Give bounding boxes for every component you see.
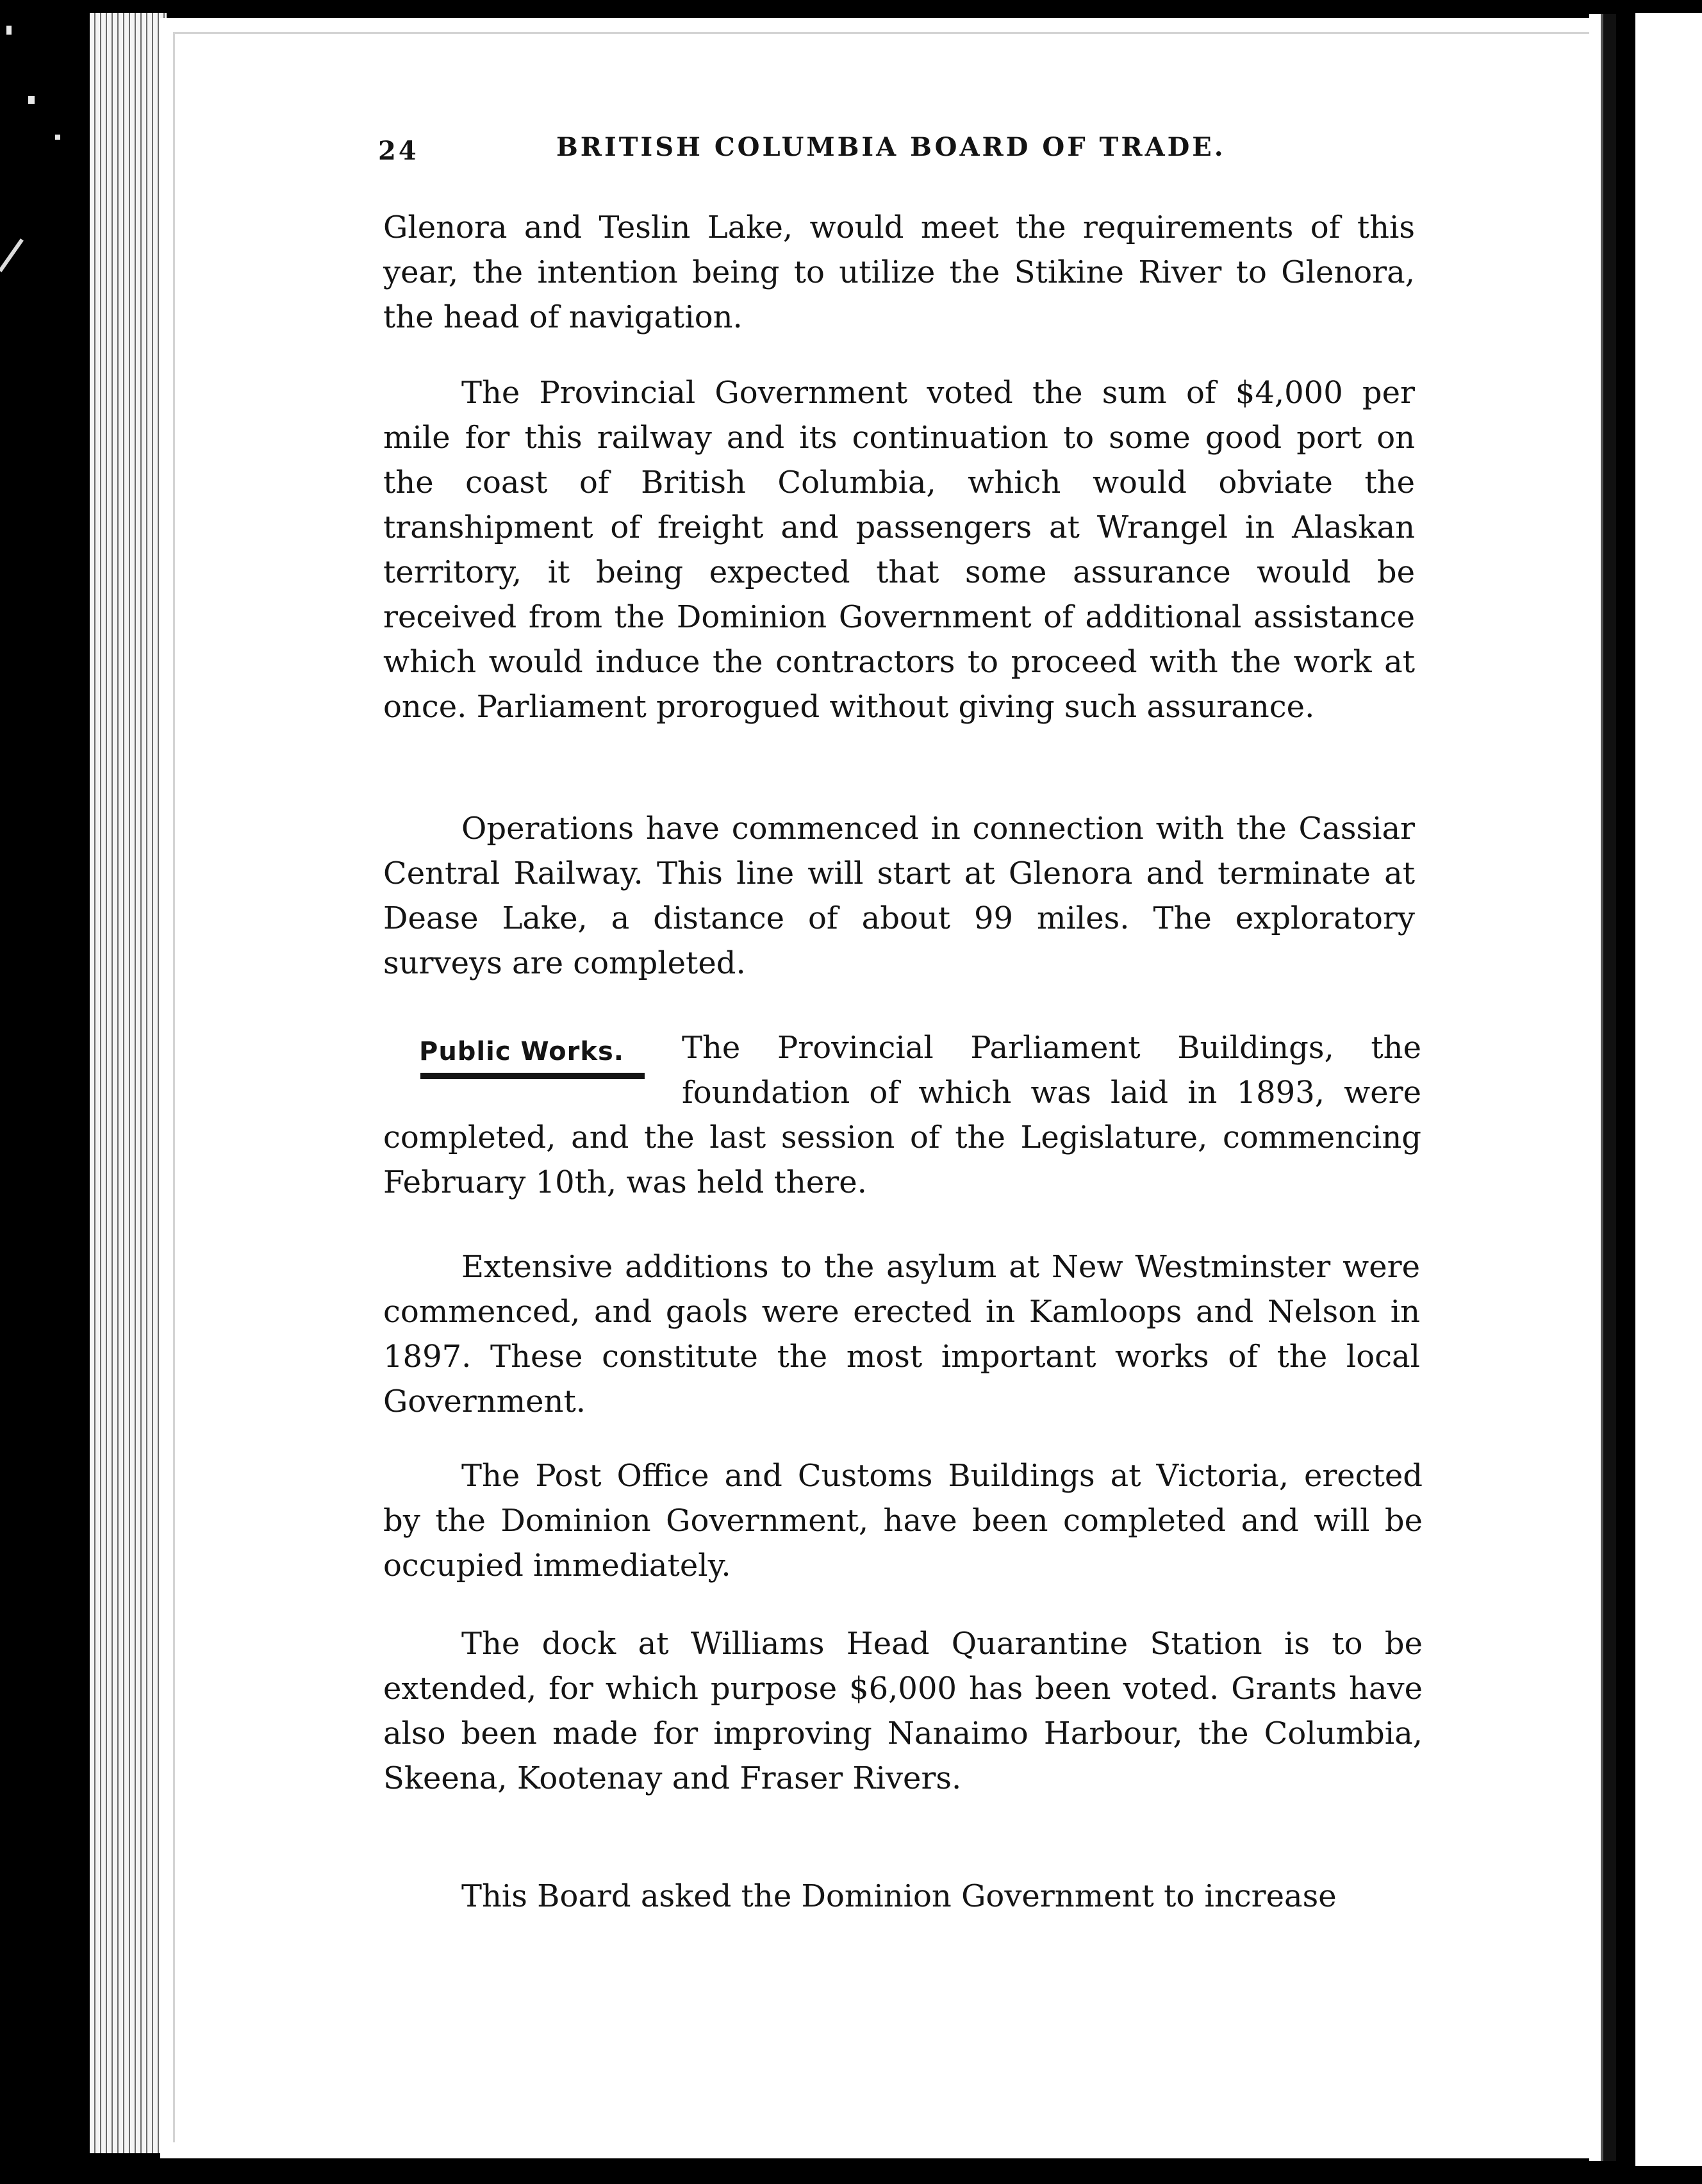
paragraph-cassiar-railway: Operations have commenced in connection with the Cassiar Central Railway. This line will start at Glenora and terminate at Dease Lake, a distance of about 99 miles. The exploratory surveys are completed. [383,811,1415,981]
paragraph-post-office: The Post Office and Customs Buildings at Victoria, erected by the Dominion Government, have been completed and will be occupied immediately. [383,1458,1423,1584]
paragraph-asylum-additions: Extensive additions to the asylum at New Westminster were commenced, and gaols were erected in Kamloops and Nelson in 1897. These constitute the most important works of the local Government. [383,1249,1420,1419]
paragraph-parliament-buildings-text: The Provincial Parliament Buildings, the foundation of which was laid in 1893, were completed, and the last session of the Legislature, commencing February 10th, was held there. [383,1030,1421,1200]
paragraph-williams-head: The dock at Williams Head Quarantine Station is to be extended, for which purpose $6,000 has been voted. Grants have also been made for improving Nanaimo Harbour, the Columbia, Skeena, Kootenay and Fraser Rivers. [383,1626,1423,1796]
paragraph-parliament-buildings [383,1025,1421,1205]
scan-speck [55,135,60,140]
paragraph-provincial-vote: The Provincial Government voted the sum of $4,000 per mile for this railway and its continuation to some good port on the coast of British Columbia, which would obviate the transhipment of freight and passengers at Wrangel in Alaskan territory, it being expected that some assurance would be received from the Dominion Government of additional assistance which would induce the contractors to proceed with the work at once. Parliament prorogued without giving such assurance. [383,375,1415,725]
page-number: 24 [378,136,419,166]
paragraph-glenora-teslin: Glenora and Teslin Lake, would meet the requirements of this year, the intention being to utilize the Stikine River to Glenora, the head of navigation. [383,210,1415,335]
scan-speck [6,26,12,35]
page-right-edge [1589,14,1616,2161]
running-head-title: BRITISH COLUMBIA BOARD OF TRADE. [556,132,1226,162]
bound-page-edges [90,13,167,2153]
side-heading-public-works: Public Works. [419,1037,624,1066]
side-heading-gap [383,1025,682,1109]
scan-mark [0,238,24,272]
scan-speck [28,96,35,104]
paragraph-board-request: This Board asked the Dominion Government to increase [461,1878,1337,1914]
opposite-page-sliver [1635,13,1702,2166]
